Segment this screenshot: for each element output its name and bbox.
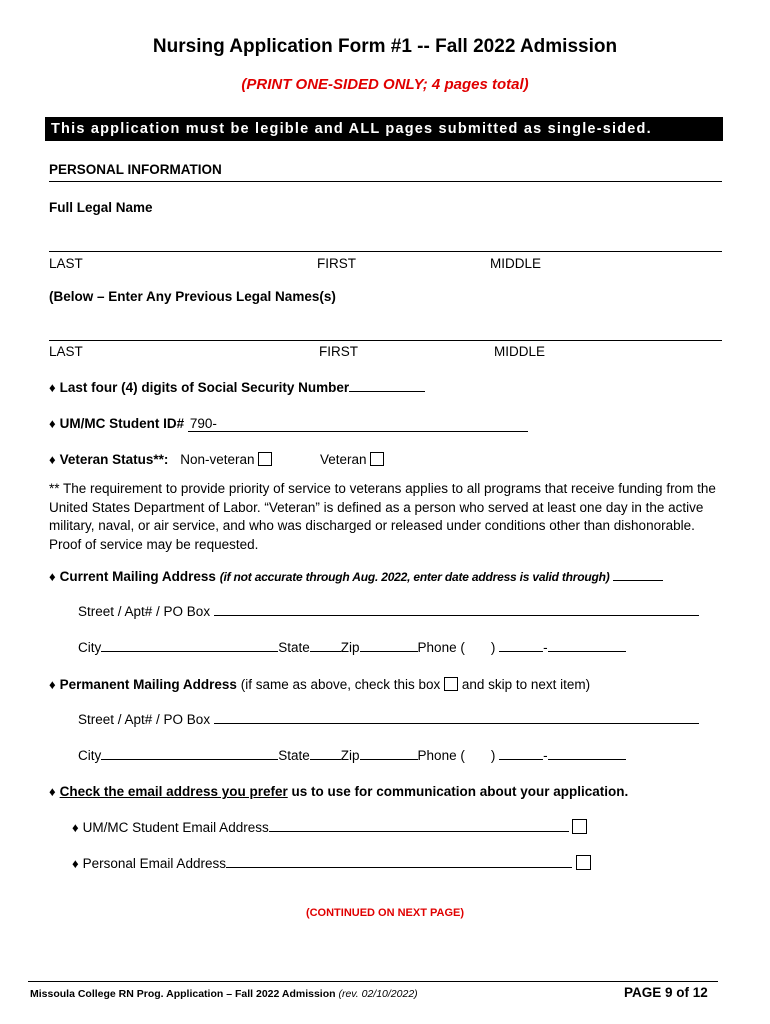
permanent-state-field[interactable] (310, 748, 341, 760)
phone-label: Phone ( (417, 640, 465, 655)
student-id-field[interactable] (188, 416, 528, 432)
current-city-field[interactable] (101, 640, 278, 652)
footer-divider (28, 981, 718, 982)
email-preference-row (49, 784, 628, 799)
state-label: State (278, 640, 310, 655)
section-heading-personal: PERSONAL INFORMATION (49, 162, 222, 177)
permanent-skip-note: and skip to next item) (461, 677, 591, 692)
footer-revision: (rev. 02/10/2022) (338, 988, 418, 1000)
student-id-label: UM/MC Student ID# (59, 416, 185, 431)
current-state-field[interactable] (310, 640, 341, 652)
phone-label: Phone ( (417, 748, 465, 763)
current-city-row (78, 640, 626, 655)
middle-name-caption: MIDDLE (490, 256, 542, 271)
student-email-row (72, 819, 587, 835)
permanent-zip-field[interactable] (360, 748, 418, 760)
first-name-caption: FIRST (317, 256, 356, 271)
zip-label: Zip (340, 640, 360, 655)
ssn-field[interactable] (349, 380, 425, 392)
footer-program-name: Missoula College RN Prog. Application – Fall 2022 Admission (30, 988, 336, 1000)
previous-names-label: (Below – Enter Any Previous Legal Names(s) (49, 289, 336, 304)
permanent-street-field[interactable] (214, 712, 699, 724)
student-id-row (49, 416, 528, 432)
permanent-city-row (78, 748, 626, 763)
previous-names-field[interactable] (49, 340, 722, 341)
student-email-field[interactable] (269, 820, 569, 832)
diamond-bullet-icon: ♦ (49, 677, 56, 692)
diamond-bullet-icon: ♦ (49, 380, 56, 395)
full-legal-name-field[interactable] (49, 251, 722, 252)
section-divider (49, 181, 722, 182)
permanent-street-row (78, 712, 699, 727)
student-email-label: UM/MC Student Email Address (82, 820, 269, 835)
non-veteran-checkbox[interactable] (258, 452, 272, 466)
form-title: Nursing Application Form #1 -- Fall 2022 Admission (152, 36, 618, 57)
current-street-row (78, 604, 699, 619)
email-prompt-rest: us to use for communication about your application. (291, 784, 629, 799)
phone-dash: - (543, 748, 548, 763)
personal-email-row (72, 855, 591, 871)
zip-label: Zip (340, 748, 360, 763)
personal-email-checkbox[interactable] (576, 855, 591, 870)
legibility-banner: This application must be legible and ALL pages submitted as single-sided. (45, 117, 723, 141)
phone-paren-close: ) (490, 748, 496, 763)
current-phone-line-field[interactable] (548, 640, 626, 652)
student-email-checkbox[interactable] (572, 819, 587, 834)
state-label: State (278, 748, 310, 763)
continued-notice: (CONTINUED ON NEXT PAGE) (305, 907, 465, 919)
ssn-row (49, 380, 425, 395)
prev-last-caption: LAST (49, 344, 83, 359)
veteran-status-row (49, 452, 384, 467)
email-prompt-underlined: Check the email address you prefer (59, 784, 288, 799)
permanent-address-label: Permanent Mailing Address (59, 677, 237, 692)
footer-program (30, 988, 418, 1000)
diamond-bullet-icon: ♦ (49, 416, 56, 431)
personal-email-label: Personal Email Address (82, 856, 226, 871)
last-name-caption: LAST (49, 256, 83, 271)
street-label: Street / Apt# / PO Box (78, 604, 211, 619)
veteran-footnote: ** The requirement to provide priority of service to veterans applies to all programs that receive funding from the United States Department of Labor. “Veteran” is defined as a person who served at least one day in the active military, naval, or air service, and who was discharged or released under conditions other than dishonorable. Proof of service may be requested. (49, 481, 716, 552)
veteran-status-label: Veteran Status**: (59, 452, 169, 467)
print-instruction: (PRINT ONE-SIDED ONLY; 4 pages total) (241, 76, 529, 93)
veteran-label: Veteran (320, 452, 367, 467)
current-zip-field[interactable] (360, 640, 418, 652)
phone-dash: - (543, 640, 548, 655)
prev-first-caption: FIRST (319, 344, 358, 359)
diamond-bullet-icon: ♦ (49, 452, 56, 467)
diamond-bullet-icon: ♦ (72, 820, 79, 835)
current-address-note: (if not accurate through Aug. 2022, enter date address is valid through) (219, 570, 610, 584)
same-as-above-checkbox[interactable] (444, 677, 458, 691)
current-address-label: Current Mailing Address (59, 569, 216, 584)
phone-paren-close: ) (490, 640, 496, 655)
permanent-phone-prefix-field[interactable] (499, 748, 543, 760)
permanent-city-field[interactable] (101, 748, 278, 760)
veteran-checkbox[interactable] (370, 452, 384, 466)
valid-through-date-field[interactable] (613, 569, 663, 581)
page-number: PAGE 9 of 12 (624, 985, 708, 1000)
permanent-address-row (49, 677, 590, 692)
non-veteran-label: Non-veteran (180, 452, 255, 467)
full-legal-name-label: Full Legal Name (49, 200, 153, 215)
prev-middle-caption: MIDDLE (494, 344, 546, 359)
current-phone-prefix-field[interactable] (499, 640, 543, 652)
permanent-phone-line-field[interactable] (548, 748, 626, 760)
diamond-bullet-icon: ♦ (49, 569, 56, 584)
permanent-address-note: (if same as above, check this box (240, 677, 441, 692)
city-label: City (78, 640, 102, 655)
city-label: City (78, 748, 102, 763)
student-id-prefix: 790- (189, 416, 217, 431)
street-label: Street / Apt# / PO Box (78, 712, 211, 727)
ssn-label: Last four (4) digits of Social Security Number (59, 380, 350, 395)
diamond-bullet-icon: ♦ (72, 856, 79, 871)
current-street-field[interactable] (214, 604, 699, 616)
diamond-bullet-icon: ♦ (49, 784, 56, 799)
current-address-row (49, 569, 663, 584)
personal-email-field[interactable] (226, 856, 572, 868)
